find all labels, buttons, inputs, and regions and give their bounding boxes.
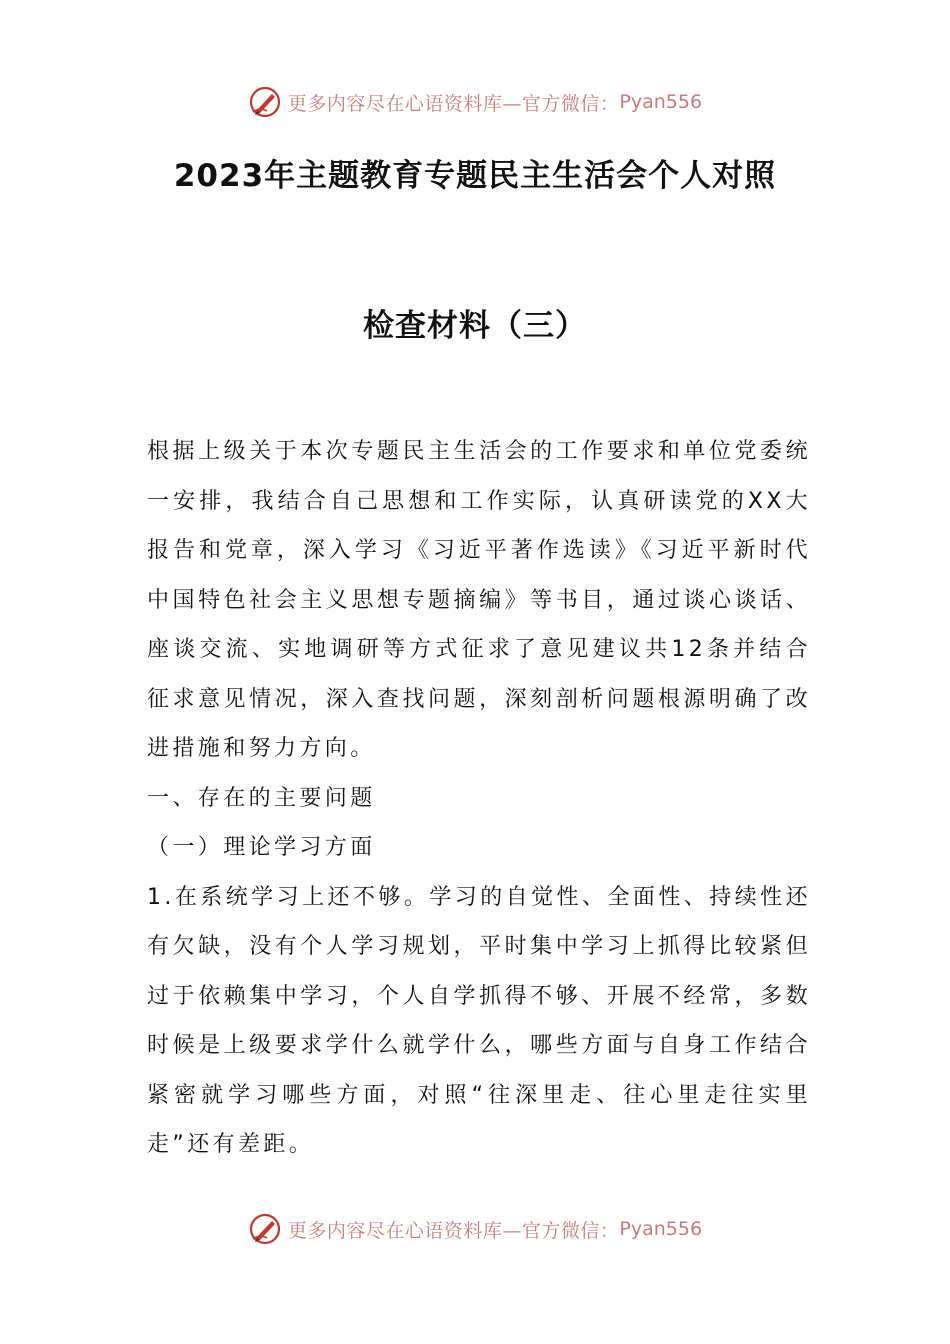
pen-logo-icon bbox=[248, 1212, 282, 1246]
watermark-footer bbox=[0, 1209, 950, 1249]
document-body bbox=[147, 427, 811, 1170]
intro-paragraph: 根据上级关于本次专题民主生活会的工作要求和单位党委统一安排，我结合自己思想和工作实际，认真研读党的XX大报告和党章，深入学习《习近平著作选读》《习近平新时代中国特色社会主义思想专题摘编》等书目，通过谈心谈话、座谈交流、实地调研等方式征求了意见建议共12条并结合征求意见情况，深入查找问题，深刻剖析问题根源明确了改进措施和努力方向。 bbox=[147, 439, 811, 761]
watermark-wechat-id: Pyan556 bbox=[619, 91, 703, 113]
point-paragraph: 1.在系统学习上还不够。学习的自觉性、全面性、持续性还有欠缺，没有个人学习规划，平时集中学习上抓得比较紧但过于依赖集中学习，个人自学抓得不够、开展不经常，多数时候是上级要求学什么就学什么，哪些方面与自身工作结合紧密就学习哪些方面，对照“往深里走、往心里走往实里走”还有差距。 bbox=[147, 884, 811, 1157]
watermark-wechat-id: Pyan556 bbox=[619, 1218, 703, 1240]
document-title-line-1: 2023年主题教育专题民主生活会个人对照 bbox=[173, 158, 777, 194]
section-heading: 一、存在的主要问题 bbox=[147, 785, 376, 811]
subsection-heading: （一）理论学习方面 bbox=[147, 835, 376, 860]
watermark-header bbox=[0, 82, 950, 122]
pen-logo-icon bbox=[248, 85, 282, 119]
watermark-text: 更多内容尽在心语资料库—官方微信： bbox=[287, 1219, 620, 1242]
document-title-line-2: 检查材料（三） bbox=[363, 308, 587, 344]
watermark-text: 更多内容尽在心语资料库—官方微信： bbox=[287, 92, 620, 115]
